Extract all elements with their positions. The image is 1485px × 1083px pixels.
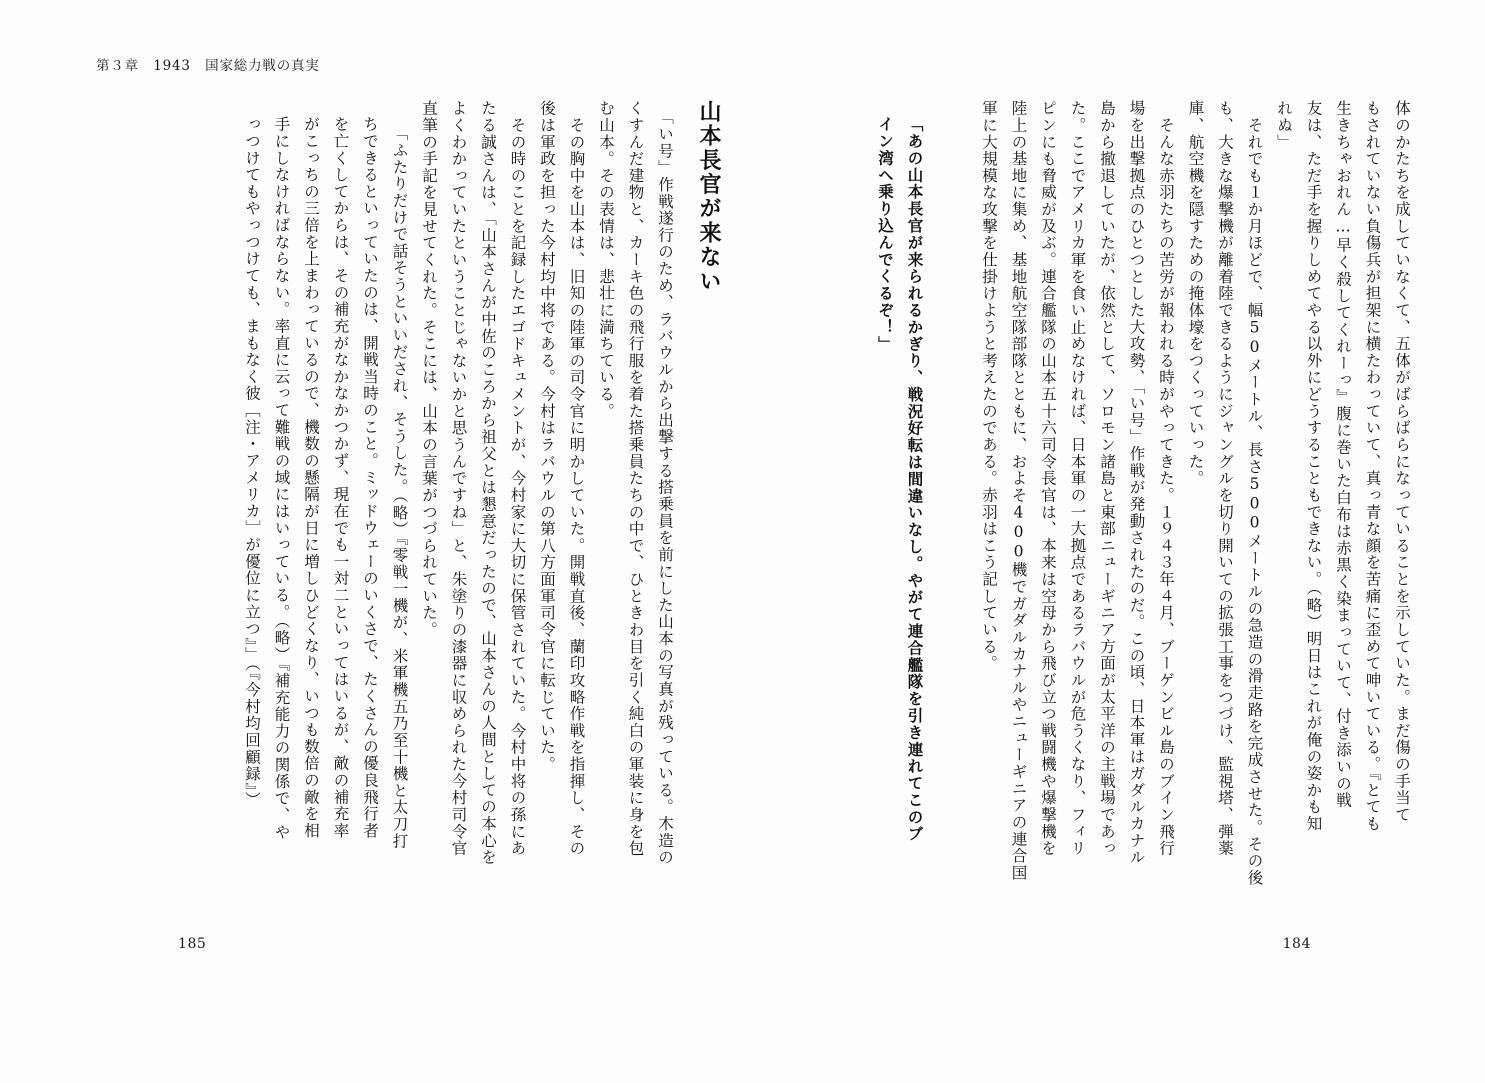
page-left-columns [80,100,720,1000]
column-spacer [937,100,967,1000]
quote-line: っつけてもやっつけても、まもなく彼［注・アメリカ］が優位に立つ』」（『今村均回顧録』） [243,116,261,809]
body-line: そんな赤羽たちの苦労が報われる時がやってきた。１９４３年４月、ブーゲンビル島のブイン飛行 [1157,100,1175,857]
body-line: 体のかたちを成していなくて、五体がばらばらになっていることを示していた。まだ傷の手当て [1393,100,1411,824]
body-line: む山本。その表情は、悲壮に満ちている。 [597,100,615,420]
body-line: 場を出撃拠点のひとつとした大攻勢、「い号」作戦が発動されたのだ。この頃、日本軍はガダルカナル [1127,100,1146,866]
quote-line: がこっちの三倍を上まわっているので、機数の懸隔が日に増しひどくなり、いつも数倍の敵を相 [302,116,320,840]
body-line: れぬ」 [1275,100,1293,151]
quote-line: ちできるといっていたのは、開戦当時のこと。ミッドウェーのいくさで、たくさんの優良飛行者 [361,116,379,840]
page-right-columns [849,100,1409,1000]
page-right [849,100,1409,1000]
body-line: も、大きな爆撃機が離着陸できるようにジャングルを切り開いての拡張工事をつづけ、監視塔、弾薬 [1216,100,1234,857]
body-line: たる誠さんは、「山本さんが中佐のころから祖父とは懇意だったので、山本さんの人間としての本心を [479,100,497,866]
body-line: もされていない負傷兵が担架に横たわっていて、真っ青な顔を苦痛に歪めて呻いている。『とても [1363,100,1382,833]
body-line: 直筆の手記を見せてくれた。そこには、山本の言葉がつづられていた。 [420,100,438,639]
body-line: その時のことを記録したエゴドキュメントが、今村家に大切に保管されていた。今村中将の孫にあ [508,100,527,857]
body-line: 友は、ただ手を握りしめてやる以外にどうすることもできない。（略）明日はこれが俺の姿かも知 [1304,100,1323,833]
body-line: 軍に大規模な攻撃を仕掛けようと考えたのである。赤羽はこう記している。 [980,100,998,672]
running-head: 第３章 1943 国家総力戦の真実 [96,58,320,74]
body-line: その胸中を山本は、旧知の陸軍の司令官に明かしていた。開戦直後、蘭印攻略作戦を指揮し、その [567,100,586,857]
body-line: くすんだ建物と、カーキ色の飛行服を着た搭乗員たちの中で、ひときわ目を引く純白の軍装に身を包 [626,100,645,857]
body-line: 生きちゃおれん…早く殺してくれーっ』腹に巻いた白布は赤黒く染まっていて、付き添いの戦 [1334,100,1352,809]
body-line: 庫、航空機を隠すための掩体壕をつくっていった。 [1186,100,1205,487]
folio-left: 185 [178,936,207,952]
quote-line: 「ふたりだけで話そうといいだされ、そうした。（略）『零戦一機が、米軍機五乃至十機と太刀打 [390,116,409,850]
body-line: 島から撤退していたが、依然として、ソロモン諸島と東部ニューギニア方面が太平洋の主戦場であっ [1098,100,1116,857]
body-line: た。ここでアメリカ軍を食い止めなければ、日本軍の一大拠点であるラバウルが危うくなり、フィリ [1068,100,1087,857]
body-line: 陸上の基地に集め、基地航空隊部隊とともに、およそ400機でガダルカナルやニューギニアの連合国 [1009,100,1028,882]
pullquote-line: 「あの山本長官が来られるかぎり、戦況好転は間違いなし。やがて連合艦隊を引き連れてこのブ [905,116,925,843]
quote-line: 手にしなければならない。率直に云って難戦の域にはいっている。（略）『補充能力の関係で、や [272,116,291,841]
folio-right: 184 [1282,936,1311,952]
body-line: それでも１か月ほどで、幅50メートル、長さ500メートルの急造の滑走路を完成させた。その後 [1245,100,1264,887]
body-line: 「い号」作戦遂行のため、ラバウルから出撃する搭乗員を前にした山本の写真が残っている。木造の [656,100,674,866]
page-left [80,100,720,1000]
pullquote-line: イン湾へ乗り込んでくるぞ！」 [876,116,895,353]
body-line: よくわかっていたということじゃないかと思うんですね」と、朱塗りの漆器に収められた今村司令官 [449,100,468,857]
body-line: 後は軍政を担った今村均中将である。今村はラバウルの第八方面軍司令官に転じていた。 [538,100,556,773]
section-heading: 山本長官が来ない [696,100,722,294]
quote-line: を亡くしてからは、その補充がなかなかつかず、現在でも一対二といってはいるが、敵の補充率 [331,116,350,840]
body-line: ピンにも脅威が及ぶ。連合艦隊の山本五十六司令長官は、本来は空母から飛び立つ戦闘機や爆撃機を [1039,100,1057,857]
